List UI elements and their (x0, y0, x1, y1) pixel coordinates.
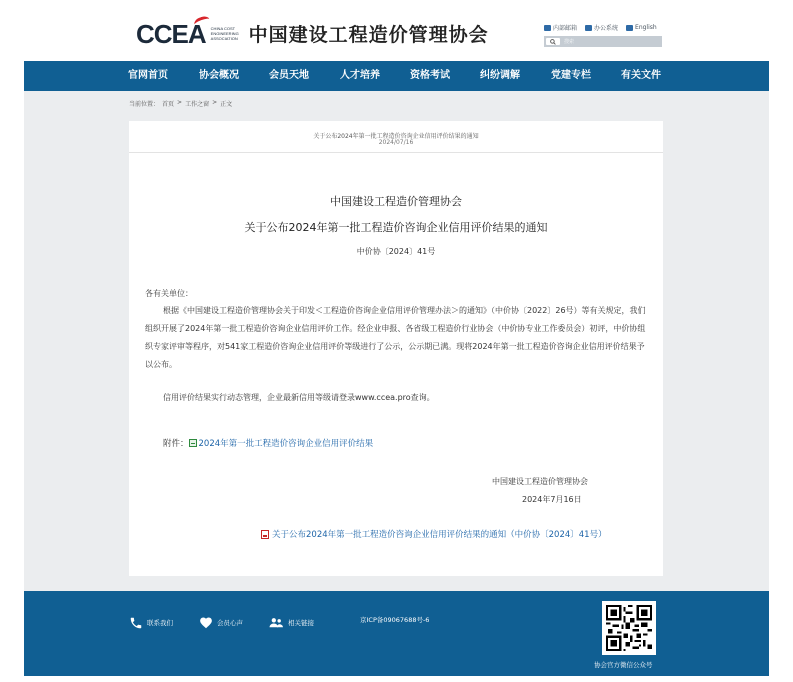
article-title: 关于公布2024年第一批工程造价咨询企业信用评价结果的通知 (244, 221, 548, 234)
search-icon[interactable] (546, 38, 560, 45)
attachment-label: 附件： (163, 439, 189, 449)
breadcrumb-sep: > (212, 99, 218, 106)
nav-documents[interactable]: 有关文件 (621, 70, 661, 81)
top-link-office[interactable] (585, 23, 618, 32)
logo-subtitle: CHINA COST ENGINEERING ASSOCIATION (210, 26, 239, 41)
search-input[interactable] (564, 37, 659, 46)
office-icon (585, 25, 592, 31)
article-org: 中国建设工程造价管理协会 (330, 195, 462, 208)
paragraph-1: 根据《中国建设工程造价管理协会关于印发＜工程造价咨询企业信用评价管理办法＞的通知》（中价协〔2022〕26号）等有关规定，我们组织开展了2024年第一批工程造价咨询企业信用评价工作。经企业申报、各省级工程造价行业协会（中价协专业工作委员会）初评，中价协组织专家评审等程序，对541家工程造价咨询企业信用评价等级进行了公示，公示期已满。现将2024年第一批工程造价咨询企业信用评价结果予以公布。 (145, 306, 646, 369)
top-link-english[interactable] (626, 24, 657, 31)
mail-icon (544, 25, 551, 31)
signature-date: 2024年7月16日 (522, 495, 582, 504)
wechat-qr-code (602, 601, 656, 655)
breadcrumb (129, 99, 232, 108)
pdf-file-icon (261, 530, 269, 539)
nav-home[interactable]: 官网首页 (128, 70, 168, 81)
site-logo[interactable] (136, 20, 489, 47)
breadcrumb-prefix: 当前位置： (129, 101, 160, 108)
users-icon (269, 615, 284, 630)
document-number: 中价协〔2024〕41号 (356, 247, 436, 256)
article-head-title: 关于公布2024年第一批工程造价咨询企业信用评价结果的通知 (313, 133, 479, 140)
nav-members[interactable]: 会员天地 (269, 70, 309, 81)
breadcrumb-work[interactable]: 工作之窗 (185, 101, 210, 108)
article-head-date: 2024/07/16 (378, 139, 414, 146)
footer-contact-label: 联系我们 (147, 619, 173, 627)
excel-file-icon (189, 439, 197, 447)
top-link-mail[interactable] (544, 23, 577, 32)
logo-swoosh-icon (193, 14, 211, 29)
breadcrumb-home[interactable]: 首页 (162, 101, 175, 108)
site-name: 中国建设工程造价管理协会 (248, 24, 489, 46)
nav-training[interactable]: 人才培养 (340, 70, 380, 81)
top-link-english-label: English (635, 24, 657, 31)
nav-about[interactable]: 协会概况 (199, 70, 239, 81)
breadcrumb-current: 正文 (220, 101, 233, 108)
divider (129, 152, 663, 153)
search-box (544, 36, 662, 47)
top-link-mail-label: 内部邮箱 (553, 25, 578, 32)
site-header (0, 0, 793, 61)
nav-party[interactable]: 党建专栏 (551, 70, 591, 81)
globe-icon (626, 25, 633, 31)
heart-icon (198, 615, 213, 630)
footer-icp[interactable]: 京ICP备09067688号-6 (360, 616, 430, 624)
pdf-link-label[interactable]: 关于公布2024年第一批工程造价咨询企业信用评价结果的通知（中价协〔2024〕41号） (272, 530, 607, 540)
attachment (163, 437, 373, 449)
pdf-download[interactable] (261, 528, 607, 540)
footer-links-label: 相关链接 (288, 619, 314, 627)
footer-voice[interactable] (198, 615, 243, 630)
logo-mark (136, 18, 206, 49)
footer-contact[interactable] (128, 615, 173, 630)
top-link-office-label: 办公系统 (594, 25, 619, 32)
article-card (129, 121, 663, 576)
footer-links[interactable] (269, 615, 314, 630)
footer-voice-label: 会员心声 (217, 619, 243, 627)
paragraph-2: 信用评价结果实行动态管理，企业最新信用等级请登录www.ccea.pro查询。 (163, 393, 435, 402)
signature-org: 中国建设工程造价管理协会 (492, 477, 588, 486)
attachment-link[interactable]: 2024年第一批工程造价咨询企业信用评价结果 (198, 439, 374, 449)
nav-exam[interactable]: 资格考试 (410, 70, 450, 81)
top-links (544, 23, 657, 32)
salutation: 各有关单位： (145, 289, 193, 298)
qr-caption: 协会官方微信公众号 (594, 661, 653, 669)
breadcrumb-sep: > (177, 99, 183, 106)
logo-text: CCEA (136, 18, 206, 49)
main-nav (24, 61, 769, 91)
site-footer (24, 591, 769, 676)
nav-mediation[interactable]: 纠纷调解 (480, 70, 520, 81)
phone-icon (128, 615, 143, 630)
